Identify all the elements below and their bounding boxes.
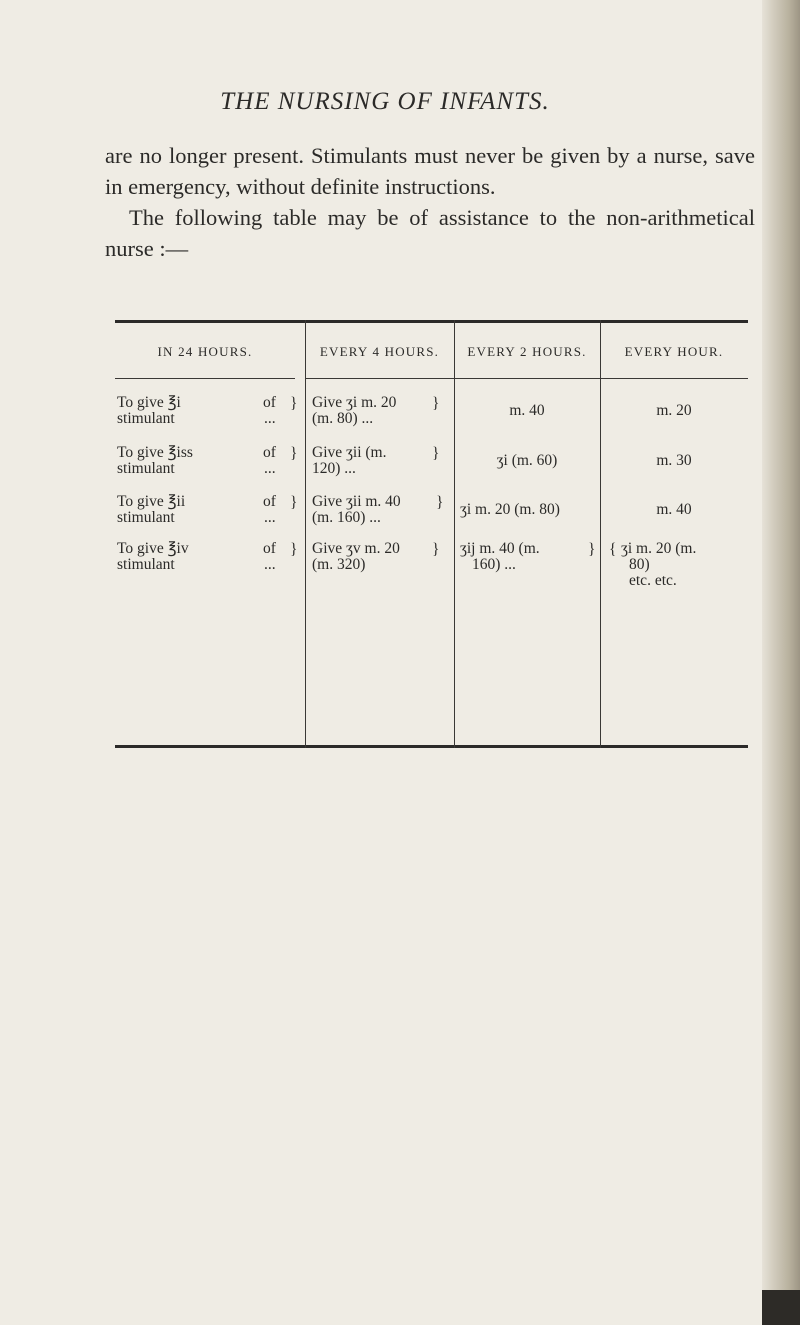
row4-every-hour-line3: etc. etc.: [629, 572, 677, 589]
header-every-4-hours: EVERY 4 HOURS.: [319, 344, 440, 359]
header-every-2-hours: EVERY 2 HOURS.: [467, 344, 587, 359]
row2-every-hour: m. 30: [656, 452, 692, 469]
row3-quantity-line2: stimulant: [117, 509, 175, 526]
row2-quantity-line2: stimulant: [117, 460, 175, 477]
row1-quantity-tail2: ...: [264, 410, 276, 427]
row3-every4-line2: (m. 160) ...: [312, 509, 381, 526]
row4-brace-2: }: [432, 541, 440, 558]
row3-quantity-tail1: of: [263, 493, 276, 510]
row2-quantity-tail1: of: [263, 444, 276, 461]
paragraph-1: are no longer present. Stimulants must never be given by a nurse, save in emergency, without definite instructions.: [105, 143, 755, 199]
row4-brace-1: }: [290, 541, 298, 558]
row3-brace-2: }: [436, 494, 444, 511]
table-top-rule: [115, 320, 748, 323]
column-divider-2: [454, 320, 455, 748]
column-divider-1: [305, 320, 306, 748]
row1-brace-2: }: [432, 395, 440, 412]
header-rule-col1: [115, 378, 295, 379]
row4-every4-line1: Give ʒv m. 20: [312, 540, 400, 557]
row4-every-hour-line1: ʒi m. 20 (m.: [621, 540, 697, 557]
row1-brace-1: }: [290, 395, 298, 412]
row2-quantity-tail2: ...: [264, 460, 276, 477]
row1-quantity-line2: stimulant: [117, 410, 175, 427]
row2-quantity-line1: To give ℥iss: [117, 444, 193, 461]
row3-every-hour: m. 40: [656, 501, 692, 518]
row4-every2-line1: ʒij m. 40 (m.: [460, 540, 540, 557]
row1-quantity-line1: To give ℥i: [117, 394, 181, 411]
page-edge: [762, 0, 800, 1325]
row4-quantity-tail2: ...: [264, 556, 276, 573]
paragraph-2: The following table may be of assistance to the non-arithmetical nurse :—: [105, 205, 755, 261]
header-every-hour: EVERY HOUR.: [624, 344, 724, 359]
column-divider-3: [600, 320, 601, 748]
row4-every4-line2: (m. 320): [312, 556, 366, 573]
row1-every4-line2: (m. 80) ...: [312, 410, 374, 427]
row4-quantity-tail1: of: [263, 540, 276, 557]
row3-every2: ʒi m. 20 (m. 80): [460, 501, 560, 518]
row1-quantity-tail1: of: [263, 394, 276, 411]
row4-quantity-line1: To give ℥iv: [117, 540, 189, 557]
row2-brace-1: }: [290, 445, 298, 462]
row1-every2: m. 40: [509, 402, 545, 419]
row3-brace-1: }: [290, 494, 298, 511]
row1-every-hour: m. 20: [656, 402, 692, 419]
running-head: THE NURSING OF INFANTS.: [220, 88, 550, 115]
row3-every4-line1: Give ʒii m. 40: [312, 493, 401, 510]
row4-every2-line2: 160) ...: [472, 556, 516, 573]
row4-quantity-line2: stimulant: [117, 556, 175, 573]
row2-every2: ʒi (m. 60): [496, 452, 558, 469]
page-edge-shadow: [762, 1290, 800, 1325]
header-rule: [305, 378, 748, 379]
row3-quantity-tail2: ...: [264, 509, 276, 526]
row2-every4-line1: Give ʒii (m.: [312, 444, 387, 461]
table-bottom-rule: [115, 745, 748, 748]
row2-every4-line2: 120) ...: [312, 460, 356, 477]
row2-brace-2: }: [432, 445, 440, 462]
header-in-24-hours: IN 24 HOURS.: [157, 344, 253, 359]
row1-every4-line1: Give ʒi m. 20: [312, 394, 397, 411]
body-text: [105, 140, 755, 264]
row3-quantity-line1: To give ℥ii: [117, 493, 186, 510]
row4-brace-4: {: [609, 541, 617, 558]
row4-every-hour-line2: 80): [629, 556, 650, 573]
dosage-table: [115, 320, 748, 748]
row4-brace-3: }: [588, 541, 596, 558]
